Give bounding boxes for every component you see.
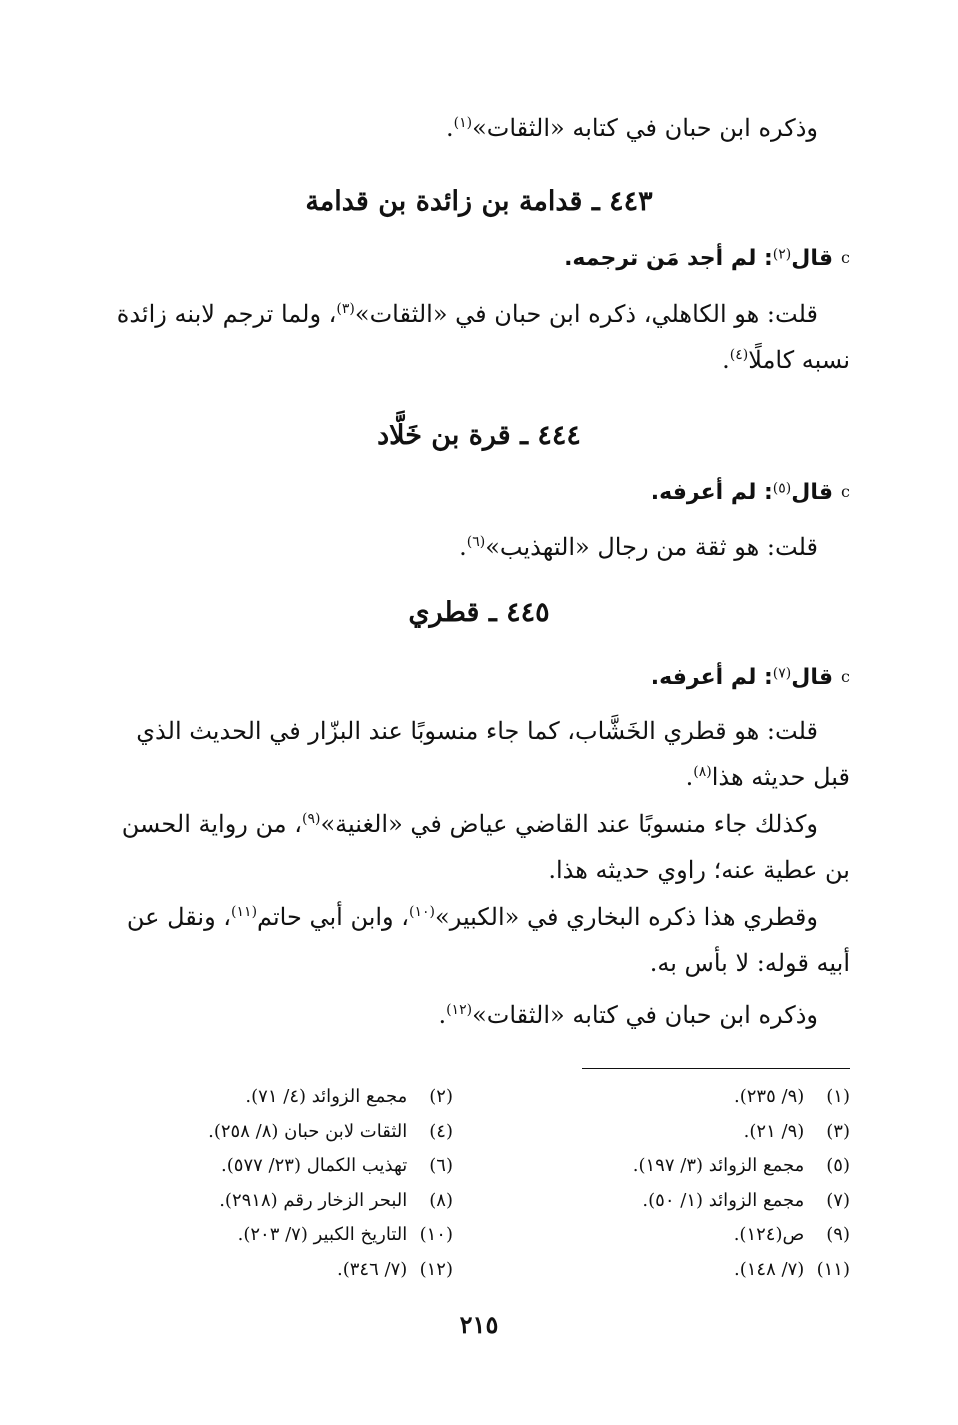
paragraph-thiqa: قلت: هو ثقة من رجال «التهذيب»$^{(٦)}$.	[459, 533, 818, 561]
footnote-ref-3[interactable]: (٣)	[336, 301, 355, 317]
footnote-ref-11[interactable]: (١١)	[231, 904, 258, 920]
page-number: ٢١٥	[459, 1310, 499, 1339]
footnote-item: (١١) (٧/ ١٤٨).	[734, 1258, 850, 1280]
paragraph-ibn-hibban-2: وذكره ابن حبان في كتابه «الثقات»$^{(١٢)}$.	[438, 1001, 818, 1029]
footnote-item: (٦) تهذيب الكمال (٢٣/ ٥٧٧).	[221, 1155, 453, 1176]
entry-heading-443: ٤٤٣ ـ قدامة بن زائدة بن قدامة	[305, 186, 653, 217]
footnotes-right-column	[520, 1080, 850, 1287]
footnote-ref-9[interactable]: (٩)	[302, 811, 321, 827]
footnote-item: (٧) مجمع الزوائد (١/ ٥٠).	[642, 1189, 850, 1211]
entry-heading-445: ٤٤٥ ـ قطري	[408, 597, 550, 628]
footnote-item: (٣) (٩/ ٢١).	[743, 1120, 850, 1142]
footnote-item: (٥) مجمع الزوائد (٣/ ١٩٧).	[632, 1155, 850, 1176]
footnote-ref-7[interactable]: (٧)	[772, 665, 792, 682]
footnote-ref-5[interactable]: (٥)	[772, 480, 792, 497]
qal-line-443: cقال$^{(٢)}$: لم أجد مَن ترجمه.	[108, 238, 850, 280]
footnote-ref-10[interactable]: (١٠)	[409, 904, 436, 920]
paragraph-khashshab: قلت: هو قطري الخَشَّاب، كما جاء منسوبًا عند البزّار في الحديث الذي قبل حديثه هذا$^{(٨)}$.	[136, 717, 850, 791]
footnote-ref-6[interactable]: (٦)	[466, 534, 486, 550]
footnote-ref-12[interactable]: (١٢)	[446, 1002, 473, 1018]
paragraph-kahili: قلت: هو الكاهلي، ذكره ابن حبان في «الثقات»$^{(٣)}$، ولما ترجم لابنه زائدة نسبه كاملًا$^{(٤)}$.	[116, 300, 850, 374]
bullet-icon: c	[841, 248, 850, 267]
footnote-item: (٩) ص(١٢٤).	[733, 1224, 850, 1245]
footnote-ref-4[interactable]: (٤)	[729, 347, 749, 363]
entry-heading-444: ٤٤٤ ـ قرة بن خَلَّاد	[377, 420, 581, 451]
footnote-item: (٢) مجمع الزوائد (٤/ ٧١).	[245, 1086, 453, 1107]
footnote-item: (١٢) (٧/ ٣٤٦).	[337, 1258, 453, 1280]
footnote-ref-1[interactable]: (١)	[453, 115, 473, 131]
bullet-icon: c	[841, 482, 850, 501]
footnote-ref-8[interactable]: (٨)	[693, 764, 712, 780]
bullet-icon: c	[841, 667, 850, 686]
qal-line-445: cقال$^{(٧)}$: لم أعرفه.	[108, 657, 850, 699]
footnote-ref-2[interactable]: (٢)	[772, 246, 792, 263]
footnotes-left-column	[123, 1080, 453, 1287]
paragraph-bukhari: وقطري هذا ذكره البخاري في «الكبير»$^{(١٠)}$، وابن أبي حاتم$^{(١١)}$، ونقل عن أبيه قوله: لا بأس به.	[126, 903, 850, 977]
paragraph-ibn-hibban-1: وذكره ابن حبان في كتابه «الثقات»$^{(١)}$.	[445, 114, 818, 142]
paragraph-ghunya: وكذلك جاء منسوبًا عند القاضي عياض في «الغنية»$^{(٩)}$، من رواية الحسن بن عطية عنه؛ راوي حديثه هذا.	[121, 810, 850, 884]
footnote-divider	[582, 1068, 850, 1069]
footnote-item: (٨) البحر الزخار رقم (٢٩١٨).	[219, 1189, 453, 1211]
qal-line-444: cقال$^{(٥)}$: لم أعرفه.	[108, 472, 850, 514]
footnote-item: (١٠) التاريخ الكبير (٧/ ٢٠٣).	[237, 1224, 453, 1245]
footnote-item: (٤) الثقات لابن حبان (٨/ ٢٥٨).	[208, 1120, 453, 1142]
footnote-item: (١) (٩/ ٢٣٥).	[734, 1086, 850, 1107]
